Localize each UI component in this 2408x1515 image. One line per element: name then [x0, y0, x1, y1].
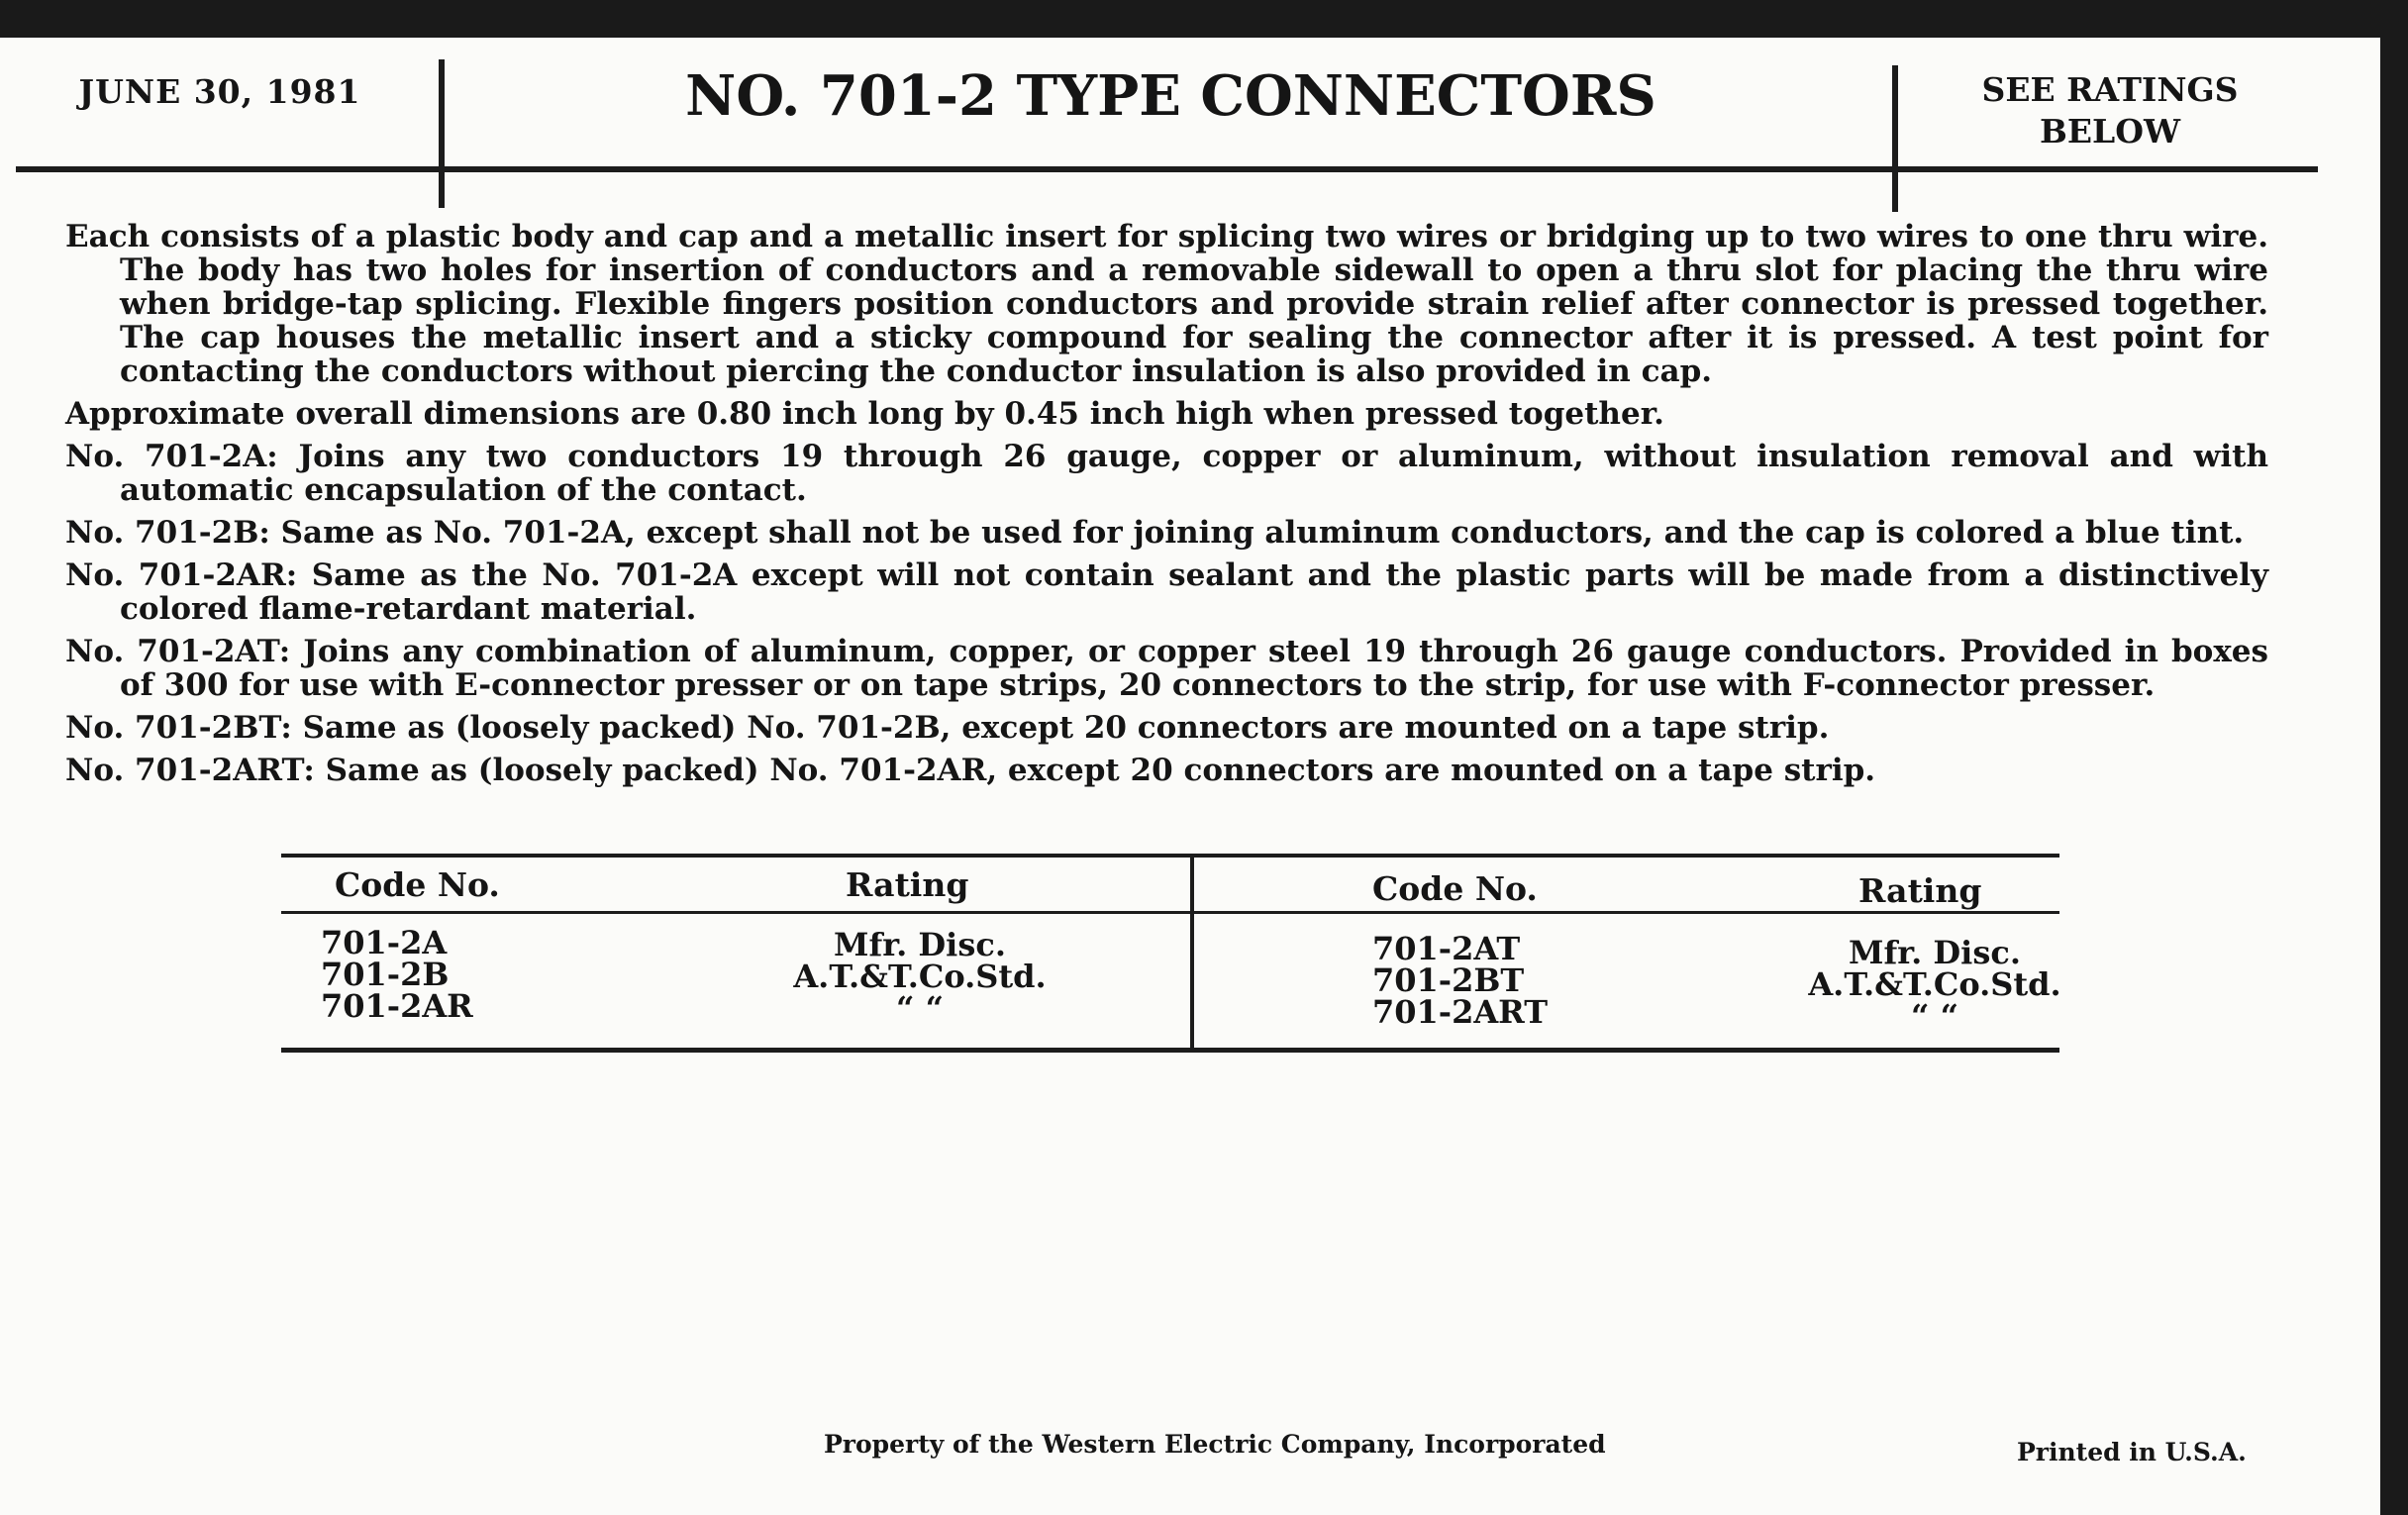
right-code-header: Code No.	[1372, 869, 1538, 908]
code-cell: 701-2BT	[1372, 961, 1525, 999]
right-rating-header: Rating	[1858, 871, 1982, 910]
ratings-note-line2: BELOW	[2039, 112, 2181, 151]
header-rule	[16, 166, 2318, 172]
code-701-2b-paragraph: No. 701-2B: Same as No. 701-2A, except shall not be used for joining aluminum conductors, and the cap is colored a blue tint.	[65, 515, 2245, 551]
code-cell: 701-2B	[321, 956, 450, 993]
dimensions-paragraph: Approximate overall dimensions are 0.80 inch long by 0.45 inch high when pressed together.	[65, 396, 1664, 432]
table-top-rule	[281, 854, 2059, 858]
property-notice: Property of the Western Electric Company, Incorporated	[824, 1430, 1606, 1459]
code-701-2art-paragraph: No. 701-2ART: Same as (loosely packed) No. 701-2AR, except 20 connectors are mounted on a tape strip.	[65, 753, 1876, 788]
printed-notice: Printed in U.S.A.	[2017, 1438, 2247, 1466]
rating-cell: Mfr. Disc.	[834, 926, 1006, 963]
ratings-table	[281, 854, 2059, 1054]
code-cell: 701-2AT	[1372, 930, 1521, 967]
code-701-2a-paragraph: No. 701-2A: Joins any two conductors 19 through 26 gauge, copper or aluminum, without insulation removal and with automatic encapsulation of the contact.	[65, 439, 2268, 508]
ratings-note	[1911, 69, 2309, 152]
header-divider-right	[1892, 65, 1898, 212]
issue-date: JUNE 30, 1981	[78, 72, 361, 111]
rating-cell: “ “	[896, 989, 944, 1027]
code-701-2ar-paragraph: No. 701-2AR: Same as the No. 701-2A except will not contain sealant and the plastic parts will be made from a distinctively colored flame-retardant material.	[65, 557, 2268, 627]
code-701-2bt-paragraph: No. 701-2BT: Same as (loosely packed) No. 701-2B, except 20 connectors are mounted on a tape strip.	[65, 710, 1830, 746]
code-cell: 701-2AR	[321, 987, 473, 1025]
left-rating-column	[747, 926, 1093, 1027]
rating-cell: A.T.&T.Co.Std.	[793, 958, 1047, 995]
left-code-column	[321, 924, 499, 1025]
description-paragraph: Each consists of a plastic body and cap and a metallic insert for splicing two wires or bridging up to two wires to one thru wire. The body has two holes for insertion of conductors and a removable sidewall to open a thru slot for placing the thru wire when bridge-tap splicing. Flexible fingers position conductors and provide strain relief after connector is pressed together. The cap houses the metallic insert and a sticky compound for sealing the connector after it is pressed. A test point for contacting the conductors without piercing the conductor insulation is also provided in cap.	[65, 219, 2268, 389]
ratings-note-line1: SEE RATINGS	[1981, 70, 2239, 109]
right-rating-column	[1756, 934, 2113, 1035]
rating-cell: A.T.&T.Co.Std.	[1808, 965, 2061, 1003]
header-divider-left	[439, 59, 445, 208]
left-rating-header: Rating	[846, 865, 969, 904]
rating-cell: Mfr. Disc.	[1849, 934, 2021, 971]
description	[65, 220, 2268, 796]
right-code-column	[1372, 930, 1570, 1031]
table-center-divider	[1190, 854, 1194, 1050]
rating-cell: “ “	[1911, 997, 1958, 1035]
code-cell: 701-2A	[321, 924, 448, 961]
code-cell: 701-2ART	[1372, 993, 1549, 1031]
table-header-rule	[281, 911, 2059, 914]
left-code-header: Code No.	[335, 865, 500, 904]
table-bottom-rule	[281, 1048, 2059, 1053]
page-title: NO. 701-2 TYPE CONNECTORS	[685, 63, 1656, 129]
code-701-2at-paragraph: No. 701-2AT: Joins any combination of aluminum, copper, or copper steel 19 through 26 gauge conductors. Provided in boxes of 300 for use with E-connector presser or on tape strips, 20 connectors to the strip, for use with F-connector presser.	[65, 634, 2268, 703]
